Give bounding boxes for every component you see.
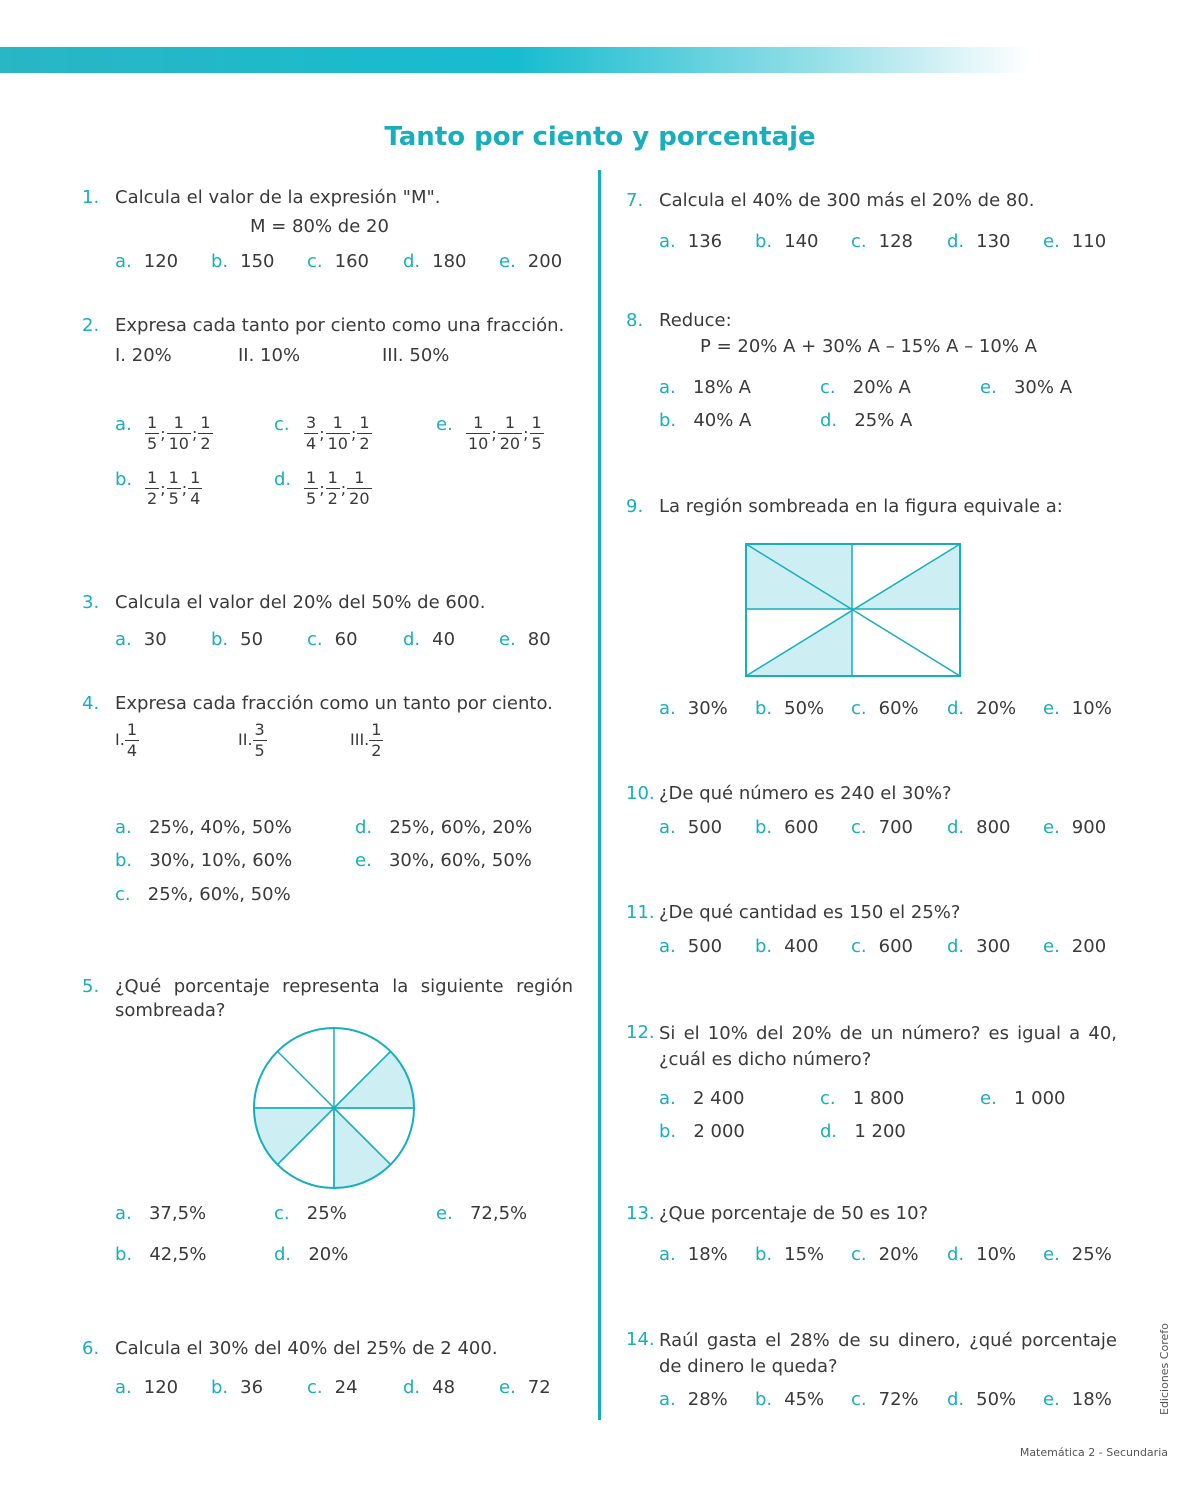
q9-option-c[interactable]: c. 60%: [851, 698, 919, 719]
page-title: Tanto por ciento y porcentaje: [384, 122, 816, 152]
q3-option-d[interactable]: d. 40: [403, 629, 456, 650]
q1-text: Calcula el valor de la expresión "M".: [115, 187, 441, 208]
q3-option-b[interactable]: b. 50: [211, 629, 264, 650]
q12-option-b[interactable]: b. 2 000: [659, 1121, 745, 1142]
q14-option-d[interactable]: d. 50%: [947, 1389, 1017, 1410]
q10-option-e[interactable]: e. 900: [1043, 817, 1107, 838]
q6-option-b[interactable]: b. 36: [211, 1377, 264, 1398]
q2-option-a-fractions: $\frac{1}{5}$ ; $\frac{1}{10}$ ; $\frac{1}{2}$: [147, 413, 211, 453]
q13-options: [659, 1243, 1139, 1267]
q14-number: 14.: [626, 1329, 655, 1350]
q7-options: [659, 230, 1139, 254]
q7-option-c[interactable]: c. 128: [851, 231, 913, 252]
fraction: $\frac{1}{2}$: [200, 413, 211, 453]
q14-option-b[interactable]: b. 45%: [755, 1389, 825, 1410]
option-letter: b.: [115, 469, 133, 490]
q5-option-b[interactable]: b. 42,5%: [115, 1244, 207, 1265]
q2-option-e[interactable]: [436, 413, 453, 437]
q6-number: 6.: [82, 1338, 100, 1359]
q13-option-e[interactable]: e. 25%: [1043, 1244, 1112, 1265]
q10-option-d[interactable]: d. 800: [947, 817, 1011, 838]
q10-option-b[interactable]: b. 600: [755, 817, 819, 838]
q1-option-e[interactable]: e. 200: [499, 251, 563, 272]
q4-option-c[interactable]: c. 25%, 60%, 50%: [115, 884, 291, 905]
q11-option-e[interactable]: e. 200: [1043, 936, 1107, 957]
option-letter: a.: [115, 414, 132, 435]
q3-option-e[interactable]: e. 80: [499, 629, 551, 650]
q11-option-c[interactable]: c. 600: [851, 936, 913, 957]
q8-option-d[interactable]: d. 25% A: [820, 410, 913, 431]
q13-option-b[interactable]: b. 15%: [755, 1244, 825, 1265]
q10-option-c[interactable]: c. 700: [851, 817, 913, 838]
q9-number: 9.: [626, 496, 644, 517]
q5-option-e[interactable]: e. 72,5%: [436, 1203, 528, 1224]
q14-options: [659, 1388, 1139, 1412]
fraction: $\frac{1}{5}$: [168, 468, 179, 508]
fraction: $\frac{1}{10}$: [327, 413, 348, 453]
q4-number: 4.: [82, 693, 100, 714]
q2-item-3: III. 50%: [382, 345, 450, 366]
fraction: $\frac{1}{2}$: [147, 468, 158, 508]
q4-option-b[interactable]: b. 30%, 10%, 60%: [115, 850, 293, 871]
q4-item-1: I. $\frac{1}{4}$: [115, 720, 137, 760]
q2-option-b[interactable]: [115, 468, 132, 492]
q5-option-d[interactable]: d. 20%: [274, 1244, 349, 1265]
q10-option-a[interactable]: a. 500: [659, 817, 723, 838]
q2-option-e-fractions: $\frac{1}{10}$ ; $\frac{1}{20}$ ; $\frac{1}{5}$: [468, 413, 542, 453]
q6-option-a[interactable]: a. 120: [115, 1377, 179, 1398]
q3-option-a[interactable]: a. 30: [115, 629, 167, 650]
q1-option-b[interactable]: b. 150: [211, 251, 275, 272]
q5-shaded-circle-figure: [252, 1026, 416, 1190]
q3-options: [115, 628, 595, 652]
fraction: $\frac{1}{2}$: [327, 468, 338, 508]
q13-option-d[interactable]: d. 10%: [947, 1244, 1017, 1265]
q7-option-a[interactable]: a. 136: [659, 231, 723, 252]
q4-item-2: II. $\frac{3}{5}$: [238, 720, 265, 760]
q14-option-c[interactable]: c. 72%: [851, 1389, 919, 1410]
header-band: [0, 47, 1030, 73]
q11-options: [659, 935, 1139, 959]
q6-option-c[interactable]: c. 24: [307, 1377, 358, 1398]
q9-option-a[interactable]: a. 30%: [659, 698, 728, 719]
q3-option-c[interactable]: c. 60: [307, 629, 358, 650]
q5-option-c[interactable]: c. 25%: [274, 1203, 347, 1224]
q11-text: ¿De qué cantidad es 150 el 25%?: [659, 902, 961, 923]
q11-option-b[interactable]: b. 400: [755, 936, 819, 957]
q11-option-a[interactable]: a. 500: [659, 936, 723, 957]
fraction: $\frac{1}{10}$: [168, 413, 189, 453]
q3-text: Calcula el valor del 20% del 50% de 600.: [115, 592, 486, 613]
q1-expression: M = 80% de 20: [250, 216, 389, 237]
q5-text: ¿Qué porcentaje representa la siguiente región sombreada?: [115, 976, 573, 1021]
q14-text: Raúl gasta el 28% de su dinero, ¿qué porcentaje de dinero le queda?: [659, 1330, 1117, 1377]
q12-option-d[interactable]: d. 1 200: [820, 1121, 906, 1142]
q13-text: ¿Que porcentaje de 50 es 10?: [659, 1203, 929, 1224]
q8-option-a[interactable]: a. 18% A: [659, 377, 751, 398]
q4-text: Expresa cada fracción como un tanto por ciento.: [115, 693, 553, 714]
q9-option-d[interactable]: d. 20%: [947, 698, 1017, 719]
fraction: $\frac{1}{5}$: [306, 468, 317, 508]
q2-option-c-fractions: $\frac{3}{4}$ ; $\frac{1}{10}$ ; $\frac{1}{2}$: [306, 413, 370, 453]
option-letter: e.: [436, 414, 453, 435]
q2-number: 2.: [82, 315, 100, 336]
fraction: $\frac{3}{4}$: [306, 413, 317, 453]
column-divider: [598, 170, 601, 1420]
q6-option-d[interactable]: d. 48: [403, 1377, 456, 1398]
q8-option-c[interactable]: c. 20% A: [820, 377, 911, 398]
fraction: $\frac{1}{5}$: [147, 413, 158, 453]
q4-option-e[interactable]: e. 30%, 60%, 50%: [355, 850, 532, 871]
q2-item-2: II. 10%: [238, 345, 301, 366]
q9-shaded-rectangle-figure: [744, 542, 962, 678]
q12-number: 12.: [626, 1022, 655, 1043]
fraction: $\frac{1}{2}$: [359, 413, 370, 453]
q4-option-d[interactable]: d. 25%, 60%, 20%: [355, 817, 533, 838]
q11-option-d[interactable]: d. 300: [947, 936, 1011, 957]
q9-option-e[interactable]: e. 10%: [1043, 698, 1112, 719]
option-letter: c.: [274, 414, 290, 435]
q9-text: La región sombreada en la figura equivale a:: [659, 496, 1063, 517]
q12-option-a[interactable]: a. 2 400: [659, 1088, 745, 1109]
q2-option-d-fractions: $\frac{1}{5}$ ; $\frac{1}{2}$ ; $\frac{1}{20}$: [306, 468, 370, 508]
q6-option-e[interactable]: e. 72: [499, 1377, 551, 1398]
q10-options: [659, 816, 1139, 840]
q5-option-a[interactable]: a. 37,5%: [115, 1203, 207, 1224]
q1-option-a[interactable]: a. 120: [115, 251, 179, 272]
q7-option-d[interactable]: d. 130: [947, 231, 1011, 252]
q8-text: Reduce:: [659, 310, 732, 331]
q10-text: ¿De qué número es 240 el 30%?: [659, 783, 952, 804]
q1-option-c[interactable]: c. 160: [307, 251, 369, 272]
q7-text: Calcula el 40% de 300 más el 20% de 80.: [659, 190, 1035, 211]
q6-options: [115, 1376, 595, 1400]
course-footer: Matemática 2 - Secundaria: [1019, 1446, 1168, 1459]
q14-option-e[interactable]: e. 18%: [1043, 1389, 1112, 1410]
q8-option-b[interactable]: b. 40% A: [659, 410, 752, 431]
q7-option-b[interactable]: b. 140: [755, 231, 819, 252]
q4-option-a[interactable]: a. 25%, 40%, 50%: [115, 817, 292, 838]
q8-number: 8.: [626, 310, 644, 331]
q7-number: 7.: [626, 190, 644, 211]
q2-item-1: I. 20%: [115, 345, 172, 366]
q1-number: 1.: [82, 187, 100, 208]
shaded-sector: [334, 1108, 391, 1188]
q1-option-d[interactable]: d. 180: [403, 251, 467, 272]
q13-option-a[interactable]: a. 18%: [659, 1244, 728, 1265]
q5-number: 5.: [82, 976, 100, 997]
q12-text: Si el 10% del 20% de un número? es igual a 40, ¿cuál es dicho número?: [659, 1023, 1117, 1070]
q10-number: 10.: [626, 783, 655, 804]
q12-option-c[interactable]: c. 1 800: [820, 1088, 905, 1109]
publisher-credit: Ediciones Corefo: [1158, 1323, 1171, 1415]
shaded-sector: [254, 1108, 334, 1165]
q12-option-e[interactable]: e. 1 000: [980, 1088, 1066, 1109]
q9-option-b[interactable]: b. 50%: [755, 698, 825, 719]
q14-option-a[interactable]: a. 28%: [659, 1389, 728, 1410]
shaded-sector: [334, 1051, 414, 1108]
q8-expression: P = 20% A + 30% A – 15% A – 10% A: [700, 336, 1037, 357]
q8-option-e[interactable]: e. 30% A: [980, 377, 1073, 398]
q9-options: [659, 697, 1139, 721]
q7-option-e[interactable]: e. 110: [1043, 231, 1107, 252]
fraction: $\frac{1}{20}$: [499, 413, 521, 453]
q2-option-b-fractions: $\frac{1}{2}$ ; $\frac{1}{5}$ ; $\frac{1}{4}$: [147, 468, 201, 508]
q11-number: 11.: [626, 902, 655, 923]
q2-option-c[interactable]: [274, 413, 290, 437]
q2-text: Expresa cada tanto por ciento como una fracción.: [115, 315, 565, 336]
fraction: $\frac{1}{20}$: [349, 468, 370, 508]
fraction: $\frac{1}{10}$: [468, 413, 489, 453]
q1-options: [115, 250, 595, 274]
q6-text: Calcula el 30% del 40% del 25% de 2 400.: [115, 1338, 498, 1359]
fraction: $\frac{1}{5}$: [531, 413, 542, 453]
q3-number: 3.: [82, 592, 100, 613]
q2-option-a[interactable]: [115, 413, 132, 437]
q13-number: 13.: [626, 1203, 655, 1224]
fraction: $\frac{1}{4}$: [190, 468, 201, 508]
option-letter: d.: [274, 469, 292, 490]
q13-option-c[interactable]: c. 20%: [851, 1244, 919, 1265]
q4-item-3: III. $\frac{1}{2}$: [350, 720, 382, 760]
q2-option-d[interactable]: [274, 468, 291, 492]
